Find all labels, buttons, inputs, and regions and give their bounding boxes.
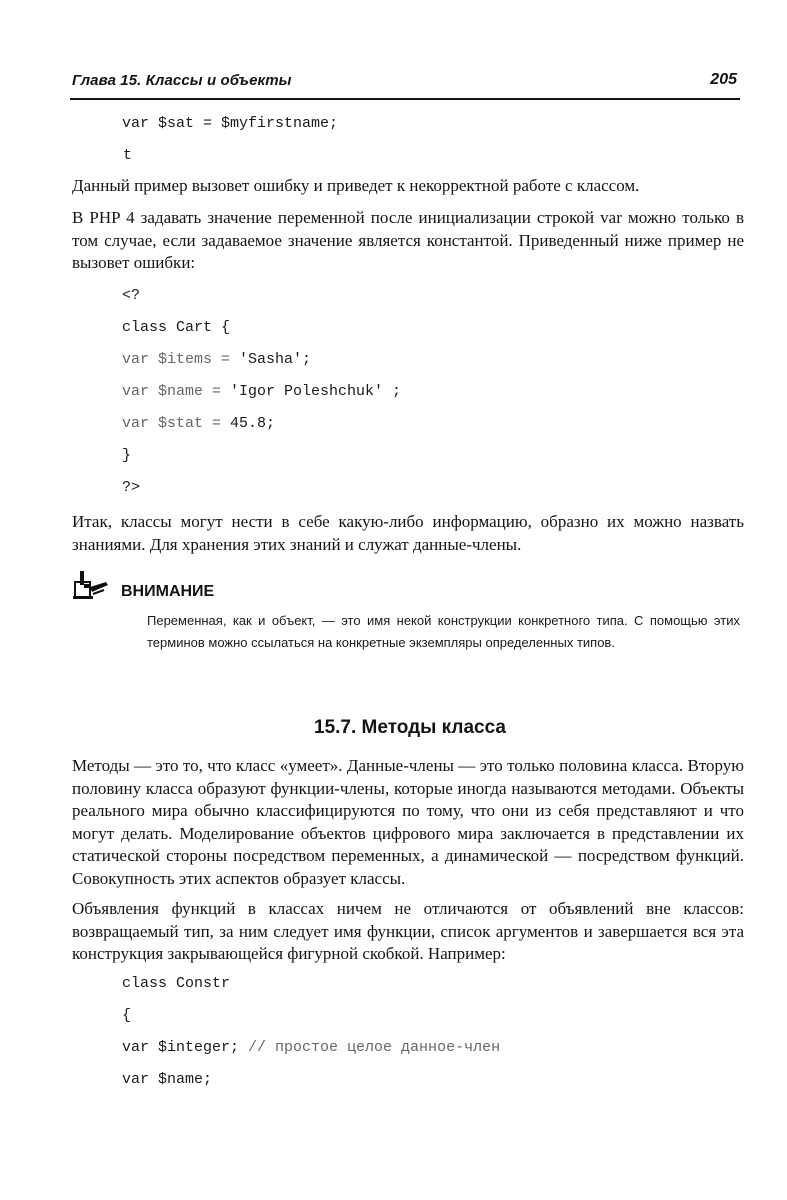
code-keyword: var $name = (122, 383, 231, 400)
paragraph-error-note: Данный пример вызовет ошибку и приведет к некорректной работе с классом. (72, 176, 640, 195)
code-close-tag: ?> (122, 479, 141, 496)
chapter-header: Глава 15. Классы и объекты (72, 72, 292, 89)
code-value: 'Igor Poleshchuk' ; (230, 383, 402, 400)
warning-title: ВНИМАНИЕ (121, 583, 215, 600)
code-var-integer (122, 1039, 500, 1056)
code-comment: // простое целое данное-член (239, 1039, 501, 1056)
paragraph-php4-note: В PHP 4 задавать значение переменной после инициализации строкой var можно только в том случае, если задаваемое значение является константой. Приведенный ниже пример не вызовет ошибки: (72, 208, 744, 272)
paragraph-methods: Методы — это то, что класс «умеет». Данные-члены — это только половина класса. Вторую половину класса образуют функции-члены, которые иногда называются методами. Объекты реального мира обычно классифицируются по тому, что они из себя представляют и что могут делать. Моделирование объектов цифрового мира заключается в представлении их статической стороны посредством переменных, а динамической — посредством функций. Совокупность этих аспектов образует классы. (72, 756, 744, 888)
code-value: 45.8; (230, 415, 276, 432)
code-line-sat: var $sat = $myfirstname; (122, 115, 339, 132)
code-close-brace: } (122, 447, 132, 464)
page-number: 205 (710, 71, 737, 88)
code-var-stat (122, 415, 275, 432)
code-open-brace: { (122, 1007, 132, 1024)
paragraph-summary: Итак, классы могут нести в себе какую-либо информацию, образно их можно назвать знаниями. Для хранения этих знаний и служат данные-члены. (72, 512, 744, 554)
code-statement: var $integer; (122, 1039, 240, 1056)
code-class-cart: class Cart { (122, 319, 231, 336)
paragraph-functions: Объявления функций в классах ничем не отличаются от объявлений вне классов: возвращаемый тип, за ним следует имя функции, список аргументов и завершается вся эта конструкция закрывающейся фигурной скобкой. Например: (72, 899, 744, 963)
header-rule (70, 98, 740, 100)
section-heading: 15.7. Методы класса (314, 717, 506, 738)
code-value: 'Sasha'; (239, 351, 312, 368)
code-keyword: var $items = (122, 351, 240, 368)
code-var-name (122, 383, 401, 400)
code-class-constr: class Constr (122, 975, 231, 992)
code-var-name-2: var $name; (122, 1071, 213, 1088)
code-keyword: var $stat = (122, 415, 231, 432)
code-line-stray: t (123, 147, 133, 164)
warning-text: Переменная, как и объект, — это имя некой конструкции конкретного типа. С помощью этих терминов можно ссылаться на конкретные экземпляры определенных типов. (147, 613, 740, 650)
warning-hand-icon (72, 569, 112, 608)
code-open-tag: <? (122, 287, 141, 304)
code-var-items (122, 351, 311, 368)
